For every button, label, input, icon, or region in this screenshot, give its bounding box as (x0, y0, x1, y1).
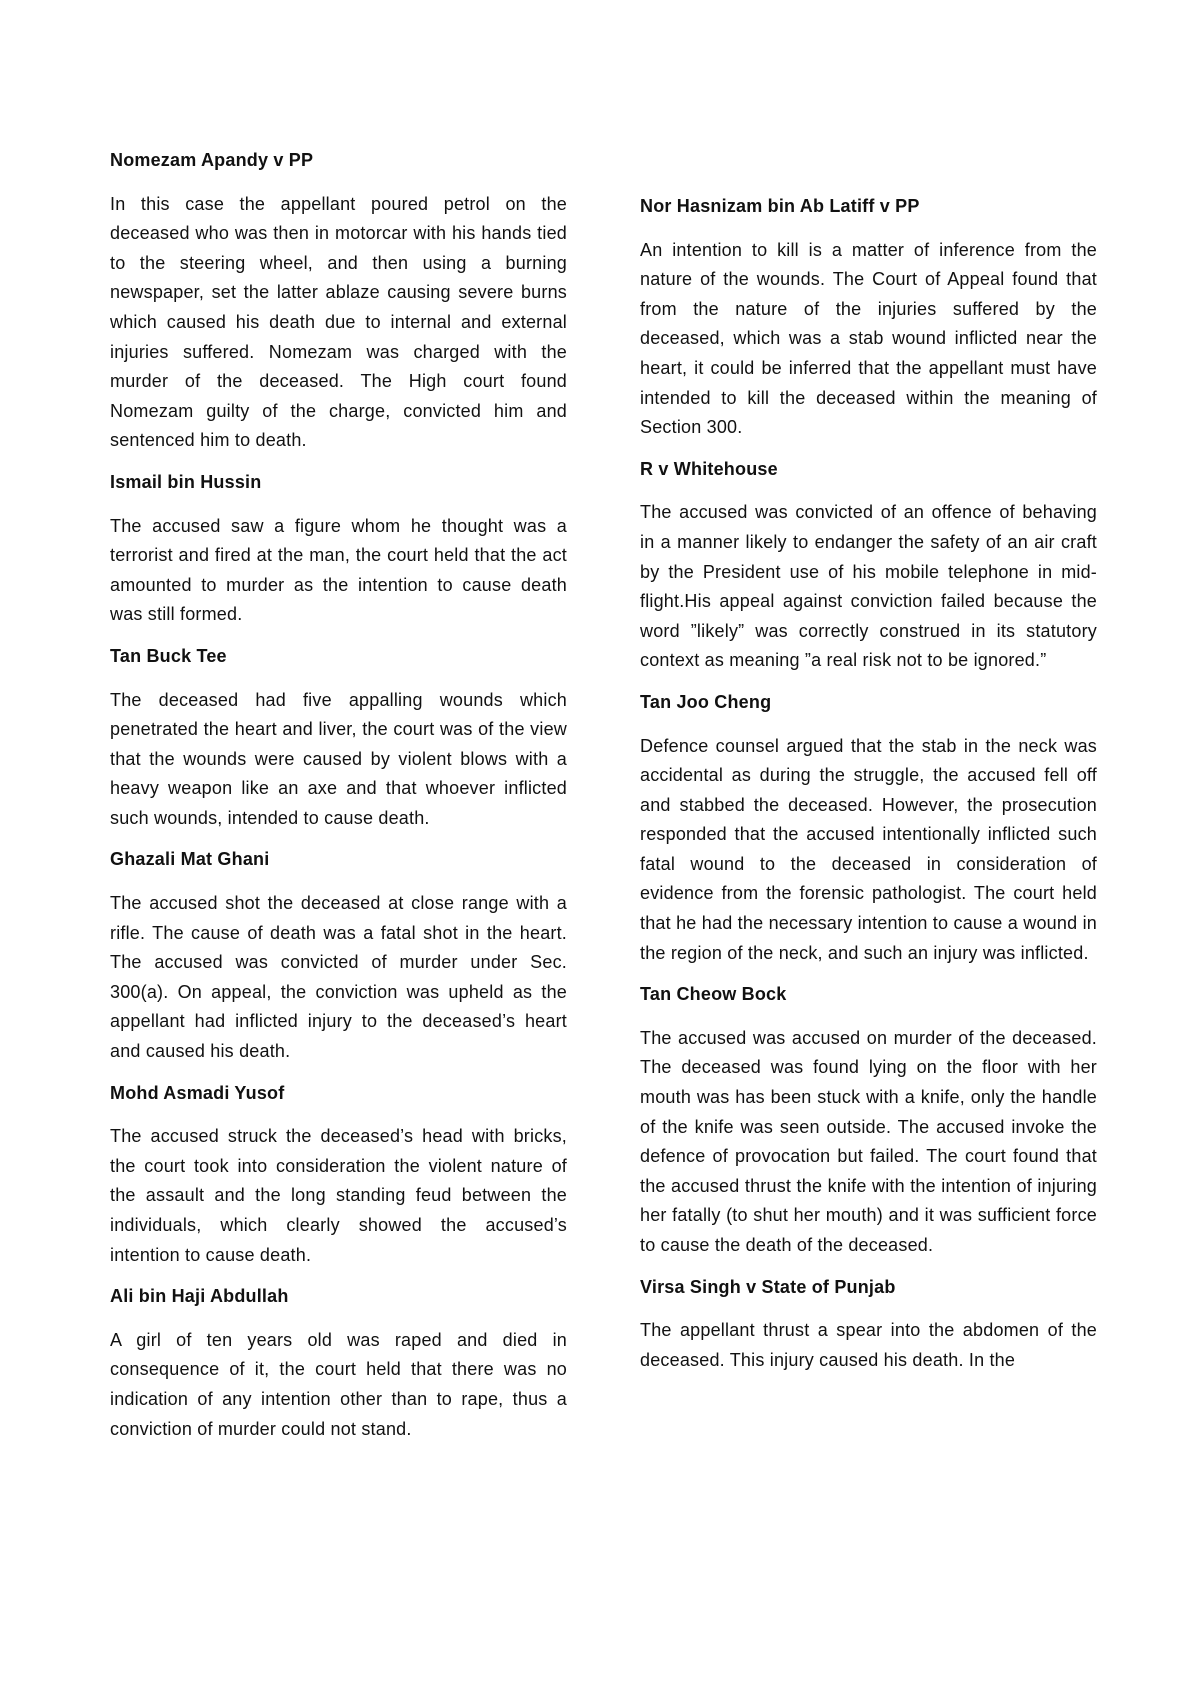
case-title: Mohd Asmadi Yusof (110, 1082, 285, 1103)
case-summary: The deceased had five appalling wounds which penetrated the heart and liver, the court was of the view that the wounds were caused by violent blows with a heavy weapon like an axe and that whoever inflicted such wounds, intended to cause death. (110, 689, 567, 828)
right-column (640, 192, 1097, 1375)
case-entry (640, 1273, 1097, 1376)
case-summary: The accused was accused on murder of the deceased. The deceased was found lying on the floor with her mouth was has been stuck with a knife, only the handle of the knife was seen outside. The accused invoke the defence of provocation but failed. The court found that the accused thrust the knife with the intention of injuring her fatally (to shut her mouth) and it was sufficient force to cause the death of the deceased. (640, 1027, 1097, 1255)
case-entry (110, 642, 567, 834)
case-entry (110, 468, 567, 630)
case-title: Tan Buck Tee (110, 645, 227, 666)
case-summary: The accused shot the deceased at close range with a rifle. The cause of death was a fatal shot in the heart. The accused was convicted of murder under Sec. 300(a). On appeal, the conviction was upheld as the appellant had inflicted injury to the deceased’s heart and caused his death. (110, 893, 567, 1062)
case-entry (110, 1282, 567, 1444)
case-entry (640, 192, 1097, 443)
case-title: Tan Joo Cheng (640, 691, 772, 712)
case-title: Ali bin Haji Abdullah (110, 1286, 289, 1307)
case-summary: In this case the appellant poured petrol on the deceased who was then in motorcar with his hands tied to the steering wheel, and then using a burning newspaper, set the latter ablaze causing severe burns which caused his death due to internal and external injuries suffered. Nomezam was charged with the murder of the deceased. The High court found Nomezam guilty of the charge, convicted him and sentenced him to death. (110, 193, 567, 451)
case-summary: The accused struck the deceased’s head with bricks, the court took into consideration the violent nature of the assault and the long standing feud between the individuals, which clearly showed the accused’s intention to cause death. (110, 1126, 567, 1265)
case-title: Nor Hasnizam bin Ab Latiff v PP (640, 196, 920, 216)
case-summary: The accused saw a figure whom he thought was a terrorist and fired at the man, the court held that the act amounted to murder as the intention to cause death was still formed. (110, 515, 567, 625)
case-summary: Defence counsel argued that the stab in the neck was accidental as during the struggle, the accused fell off and stabbed the deceased. However, the prosecution responded that the accused intentionally inflicted such fatal wound to the deceased in consideration of evidence from the forensic pathologist. The court held that he had the necessary intention to cause a wound in the region of the neck, and such an injury was inflicted. (640, 735, 1097, 963)
case-title: Nomezam Apandy v PP (110, 150, 314, 170)
case-entry (640, 980, 1097, 1260)
case-title: Ghazali Mat Ghani (110, 849, 270, 870)
case-summary: The accused was convicted of an offence of behaving in a manner likely to endanger the safety of an air craft by the President use of his mobile telephone in mid-flight.His appeal against conviction failed because the word ”likely” was correctly construed in its statutory context as meaning ”a real risk not to be ignored.” (640, 502, 1097, 671)
case-summary: An intention to kill is a matter of inference from the nature of the wounds. The Court of Appeal found that from the nature of the injuries suffered by the deceased, which was a stab wound inflicted near the heart, it could be inferred that the appellant must have intended to kill the deceased within the meaning of Section 300. (640, 239, 1097, 438)
case-title: Virsa Singh v State of Punjab (640, 1276, 896, 1297)
case-entry (640, 455, 1097, 676)
case-title: R v Whitehouse (640, 458, 778, 479)
case-entry (110, 845, 567, 1066)
case-summary: The appellant thrust a spear into the abdomen of the deceased. This injury caused his death. In the (640, 1320, 1097, 1370)
case-title: Ismail bin Hussin (110, 471, 262, 492)
case-entry (110, 146, 567, 456)
case-summary: A girl of ten years old was raped and died in consequence of it, the court held that there was no indication of any intention other than to rape, thus a conviction of murder could not stand. (110, 1329, 567, 1439)
case-entry (640, 688, 1097, 968)
left-column (110, 146, 567, 1444)
case-entry (110, 1079, 567, 1271)
case-title: Tan Cheow Bock (640, 984, 787, 1005)
